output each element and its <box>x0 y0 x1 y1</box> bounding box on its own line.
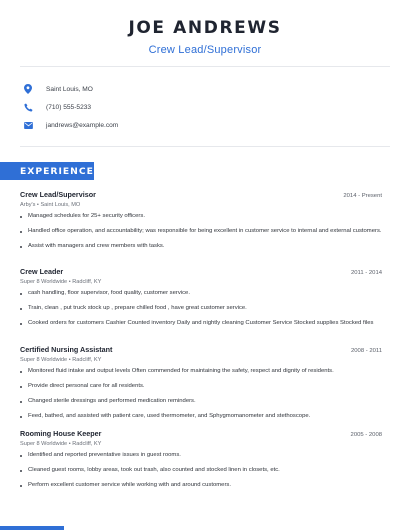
phone-icon <box>22 101 34 113</box>
contact-email[interactable] <box>20 117 320 133</box>
job-bullets <box>20 289 382 328</box>
job-title: Crew Leader <box>20 267 64 276</box>
experience-entry <box>20 429 382 490</box>
job-employer: Super 8 Worldwide • Radcliff, KY <box>20 441 102 447</box>
job-location: Radcliff, KY <box>72 357 102 363</box>
bullet-dot <box>20 470 22 472</box>
job-dates: 2008 - 2011 <box>350 348 382 354</box>
job-title: Certified Nursing Assistant <box>20 345 113 354</box>
bullet-item <box>20 397 382 406</box>
phone-text: (710) 555-5233 <box>46 103 92 111</box>
bullet-item <box>20 481 382 490</box>
job-employer: Super 8 Worldwide • Radcliff, KY <box>20 279 102 285</box>
experience-entry <box>20 345 382 421</box>
bullet-dot <box>20 231 22 233</box>
bullet-text: Feed, bathed, and assisted with patient care, used thermometer, and Sphygmomanometer and stethoscope. <box>28 413 311 419</box>
job-employer: Arby's • Saint Louis, MO <box>20 202 81 208</box>
job-location: Saint Louis, MO <box>40 202 81 208</box>
bullet-text: Train, clean , put truck stock up , prepare chilled food , have great customer service. <box>28 305 247 311</box>
section-heading-experience: EXPERIENCE <box>20 166 94 177</box>
job-title: Rooming House Keeper <box>20 429 102 438</box>
bullet-dot <box>20 416 22 418</box>
bullet-text: Monitored fluid intake and output levels Often commended for maintaining the safety, respect and dignity of residents. <box>28 368 334 374</box>
job-bullets <box>20 212 382 251</box>
job-company: Arby's <box>20 202 36 208</box>
bullet-text: Cleaned guest rooms, lobby areas, took out trash, also counted and stocked linen in closets, etc. <box>28 467 280 473</box>
experience-entry <box>20 190 382 251</box>
experience-entry <box>20 267 382 328</box>
location-text: Saint Louis, MO <box>46 85 93 93</box>
bullet-dot <box>20 485 22 487</box>
bullet-text: Identified and reported preventative issues in guest rooms. <box>28 452 181 458</box>
bullet-item <box>20 367 382 376</box>
job-company: Super 8 Worldwide <box>20 441 68 447</box>
job-dates: 2005 - 2008 <box>350 432 382 438</box>
bullet-dot <box>20 293 22 295</box>
bullet-dot <box>20 386 22 388</box>
bullet-text: Assist with managers and crew members with tasks. <box>28 243 165 249</box>
job-company: Super 8 Worldwide <box>20 279 68 285</box>
candidate-name: JOE ANDREWS <box>128 18 282 38</box>
candidate-title: Crew Lead/Supervisor <box>148 44 262 56</box>
bullet-text: Changed sterile dressings and performed medication reminders. <box>28 398 196 404</box>
bullet-item <box>20 227 382 236</box>
bullet-item <box>20 382 382 391</box>
bullet-dot <box>20 216 22 218</box>
bullet-dot <box>20 371 22 373</box>
bullet-text: cash handling, floor supervisor, food quality, customer service. <box>28 290 190 296</box>
bullet-item <box>20 466 382 475</box>
job-bullets <box>20 451 382 490</box>
bullet-item <box>20 242 382 251</box>
bullet-dot <box>20 308 22 310</box>
job-dates: 2011 - 2014 <box>350 270 382 276</box>
job-employer: Super 8 Worldwide • Radcliff, KY <box>20 357 102 363</box>
bullet-item <box>20 289 382 298</box>
bullet-text: Cooked orders for customers Cashier Counted inventory Daily and nightly cleaning Customer Service Stocked supplies Stocked files <box>28 320 374 326</box>
bullet-item <box>20 412 382 421</box>
job-dates: 2014 - Present <box>343 193 382 199</box>
bullet-item <box>20 451 382 460</box>
contact-location <box>20 81 320 97</box>
bullet-text: Perform excellent customer service while working with and around customers. <box>28 482 231 488</box>
bullet-dot <box>20 246 22 248</box>
job-title: Crew Lead/Supervisor <box>20 190 96 199</box>
next-section-heading-bar <box>0 526 64 530</box>
bullet-text: Managed schedules for 25+ security officers. <box>28 213 145 219</box>
bullet-dot <box>20 401 22 403</box>
divider-middle <box>20 146 390 147</box>
bullet-item <box>20 212 382 221</box>
bullet-item <box>20 319 382 328</box>
contact-phone <box>20 99 320 115</box>
job-bullets <box>20 367 382 421</box>
email-link[interactable]: jandrews@example.com <box>46 121 119 129</box>
bullet-text: Handled office operation, and accountability; was responsible for being excellent in customer service to internal and external customers. <box>28 228 382 234</box>
bullet-text: Provide direct personal care for all residents. <box>28 383 145 389</box>
location-pin-icon <box>22 83 34 95</box>
job-company: Super 8 Worldwide <box>20 357 68 363</box>
bullet-item <box>20 304 382 313</box>
resume-header <box>0 18 410 56</box>
job-location: Radcliff, KY <box>72 441 102 447</box>
divider-top <box>20 66 390 67</box>
bullet-dot <box>20 323 22 325</box>
email-icon <box>22 119 34 131</box>
bullet-dot <box>20 455 22 457</box>
job-location: Radcliff, KY <box>72 279 102 285</box>
